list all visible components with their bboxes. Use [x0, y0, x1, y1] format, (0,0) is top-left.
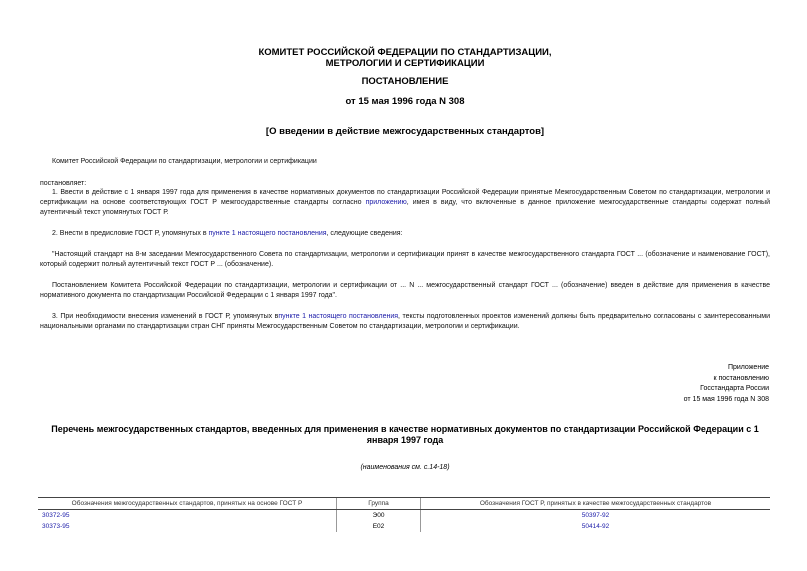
appendix-line4: от 15 мая 1996 года N 308 [683, 395, 769, 403]
table-row [38, 521, 770, 532]
group-cell: Е02 [337, 521, 421, 532]
paragraph-4: Постановлением Комитета Российской Федерации по стандартизации, метрологии и сертификации от ... N ... межгосударственный стандарт ГОСТ ... (обозначение) введен в действие для применения в качестве нормативного документа по стандартизации Российской Федерации с 1 января 1997 года". [40, 282, 770, 299]
doc-subject: [О введении в действие межгосударственных стандартов] [265, 126, 545, 137]
appendix-reference [569, 363, 769, 405]
org-title-line1: КОМИТЕТ РОССИЙСКОЙ ФЕДЕРАЦИИ ПО СТАНДАРТИЗАЦИИ, [258, 47, 552, 58]
standards-table [38, 497, 770, 532]
paragraph-5-text-a: 3. При необходимости внесения изменений в ГОСТ Р, упомянутых в [52, 313, 279, 320]
doc-date: от 15 мая 1996 года N 308 [345, 96, 465, 107]
paragraph-1-text-b: , имея в виду, что включенные в данное приложение межгосударственные стандарты содержат полный аутентичный текст упомянутых ГОСТ Р. [40, 199, 770, 216]
issuer-text: Комитет Российской Федерации по стандартизации, метрологии и сертификации [52, 158, 317, 165]
gost-r-link[interactable]: 50414-92 [581, 523, 610, 530]
paragraph-1-text-a: 1. Ввести в действие с 1 января 1997 года для применения в качестве нормативных документов по стандартизации Российской Федерации принятые Межгосударственным Советом по стандартизации, метрологии и сертификации на основе соответствующих ГОСТ Р межгосударственные стандарты согласно [40, 189, 770, 206]
interstate-standard-link[interactable]: 30372-95 [42, 512, 70, 519]
doc-type: ПОСТАНОВЛЕНИЕ [361, 76, 449, 87]
appendix-link[interactable]: приложению [365, 199, 407, 206]
table-row [38, 510, 770, 522]
org-title-line2: МЕТРОЛОГИИ И СЕРТИФИКАЦИИ [325, 58, 485, 69]
appendix-line2: к постановлению [713, 374, 769, 382]
paragraph-5-text-b: , тексты подготовленных проектов изменений должны быть предварительно согласованы с заинтересованными национальными органами по стандартизации стран СНГ приняты Межгосударственным Советом по стандартизации, метрологии и сертификации. [40, 313, 770, 330]
column-header-group: Группа [337, 498, 421, 510]
group-cell: Э00 [337, 510, 421, 522]
column-header-gost-r: Обозначения ГОСТ Р, принятых в качестве межгосударственных стандартов [421, 498, 771, 510]
clause-1-link-2[interactable]: пункте 1 настоящего постановления [278, 313, 399, 320]
paragraph-1 [40, 188, 770, 218]
resolves-text: постановляет: [40, 180, 87, 187]
paragraph-2-text-a: 2. Внести в предисловие ГОСТ Р, упомянутых в [52, 230, 209, 237]
interstate-standard-link[interactable]: 30373-95 [42, 523, 70, 530]
paragraph-2-text-b: , следующие сведения: [326, 230, 403, 237]
list-note: (наименования см. с.14-18) [360, 464, 450, 471]
column-header-interstate: Обозначения межгосударственных стандартов, принятых на основе ГОСТ Р [38, 498, 337, 510]
table-header-row [38, 498, 770, 510]
gost-r-link[interactable]: 50397-92 [581, 512, 610, 519]
paragraph-3: "Настоящий стандарт на 8-м заседании Межгосударственного Совета по стандартизации, метрологии и сертификации принят в качестве межгосударственного стандарта ГОСТ ... (обозначение и наименование ГОСТ), который содержит полный аутентичный текст ГОСТ Р ... (обозначение). [40, 251, 770, 268]
clause-1-link[interactable]: пункте 1 настоящего постановления [208, 230, 327, 237]
org-title [40, 47, 770, 69]
appendix-line1: Приложение [727, 364, 769, 371]
paragraph-2 [40, 229, 770, 239]
paragraph-5 [40, 312, 770, 332]
list-title: Перечень межгосударственных стандартов, введенных для применения в качестве нормативных документов по стандартизации Российской Федерации с 1 января 1997 года [51, 424, 759, 445]
appendix-line3: Госстандарта России [700, 385, 769, 392]
